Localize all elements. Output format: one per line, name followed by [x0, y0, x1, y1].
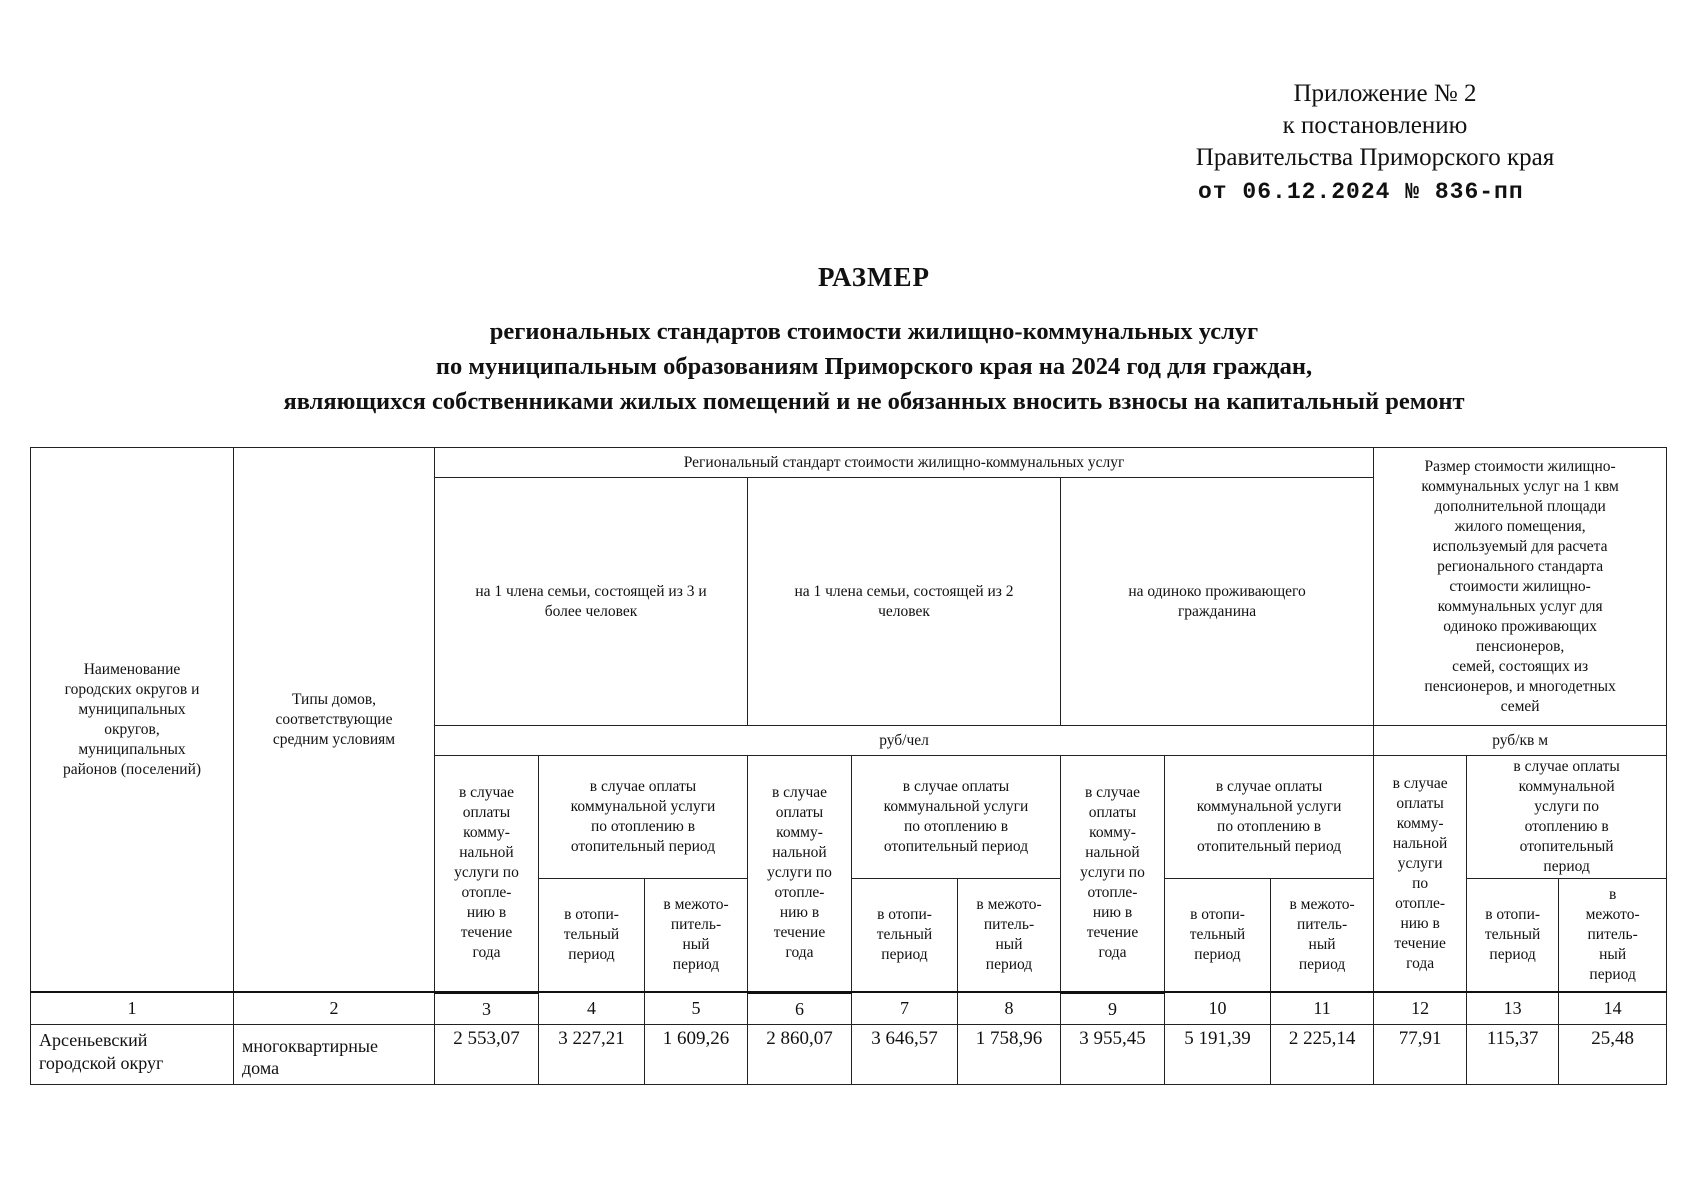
value-cell: 25,48 [1559, 1024, 1667, 1084]
column-number: 9 [1061, 992, 1165, 1024]
value-cell: 3 646,57 [852, 1024, 958, 1084]
subtitle-line-2: по муниципальным образованиям Приморского края на 2024 год для граждан, [435, 353, 1313, 380]
header-single-citizen: на одиноко проживающего гражданина [1061, 478, 1374, 726]
appendix-to-decree: к постановлению [1282, 112, 1468, 139]
appendix-government: Правительства Приморского края [1195, 144, 1555, 171]
column-number: 7 [852, 992, 958, 1024]
header-off-heating-period-single: в межото- питель- ный период [1271, 879, 1374, 993]
header-heating-period-extra: в отопи- тельный период [1467, 879, 1559, 993]
column-number: 1 [31, 992, 234, 1024]
column-number: 11 [1271, 992, 1374, 1024]
decree-number-stamp: от 06.12.2024 № 836-пп [1198, 179, 1524, 205]
header-family-2: на 1 члена семьи, состоящей из 2 человек [748, 478, 1061, 726]
header-off-heating-period-f3: в межото- питель- ный период [645, 879, 748, 993]
column-number: 2 [234, 992, 435, 1024]
header-off-heating-period-extra: в межото- питель- ный период [1559, 879, 1667, 993]
column-number: 12 [1374, 992, 1467, 1024]
value-cell: 3 955,45 [1061, 1024, 1165, 1084]
appendix-block [1160, 78, 1590, 208]
column-number: 13 [1467, 992, 1559, 1024]
header-off-heating-period-f2: в межото- питель- ный период [958, 879, 1061, 993]
subtitle-line-1: региональных стандартов стоимости жилищно-коммунальных услуг [489, 318, 1259, 345]
column-number: 4 [539, 992, 645, 1024]
column-number: 10 [1165, 992, 1271, 1024]
value-cell: 2 225,14 [1271, 1024, 1374, 1084]
value-cell: 2 553,07 [435, 1024, 539, 1084]
document-title: РАЗМЕР [817, 262, 931, 292]
header-regional-standard: Региональный стандарт стоимости жилищно-коммунальных услуг [435, 448, 1374, 478]
header-heating-period-f2: в отопи- тельный период [852, 879, 958, 993]
appendix-number: Приложение № 2 [1293, 80, 1477, 107]
header-family-3-plus: на 1 члена семьи, состоящей из 3 и более человек [435, 478, 748, 726]
table-row [31, 1024, 1667, 1084]
house-type-cell: многоквартирные дома [234, 1024, 435, 1084]
header-year-round-extra: в случае оплаты комму- нальной услуги по отопле- нию в течение года [1374, 756, 1467, 993]
subtitle-line-3: являющихся собственниками жилых помещений и не обязанных вносить взносы на капитальный ремонт [283, 388, 1465, 415]
header-unit-rub-per-sqm: руб/кв м [1374, 726, 1667, 756]
document-subtitle [0, 314, 1694, 419]
value-cell: 115,37 [1467, 1024, 1559, 1084]
header-heating-season-pay-single: в случае оплаты коммунальной услуги по отоплению в отопительный период [1165, 756, 1374, 879]
header-heating-season-pay-f3: в случае оплаты коммунальной услуги по отоплению в отопительный период [539, 756, 748, 879]
value-cell: 1 758,96 [958, 1024, 1061, 1084]
municipality-name-cell: Арсеньевский городской округ [31, 1024, 234, 1084]
header-unit-rub-per-person: руб/чел [435, 726, 1374, 756]
column-number: 5 [645, 992, 748, 1024]
value-cell: 1 609,26 [645, 1024, 748, 1084]
header-house-types: Типы домов, соответствующие средним условиям [234, 448, 435, 993]
header-heating-period-single: в отопи- тельный период [1165, 879, 1271, 993]
header-municipality-name: Наименование городских округов и муниципальных округов, муниципальных районов (поселений) [31, 448, 234, 993]
column-number: 8 [958, 992, 1061, 1024]
value-cell: 5 191,39 [1165, 1024, 1271, 1084]
header-heating-season-pay-extra: в случае оплаты коммунальной услуги по отоплению в отопительный период [1467, 756, 1667, 879]
column-numbers-row [31, 992, 1667, 1024]
column-number: 14 [1559, 992, 1667, 1024]
standards-table [30, 447, 1667, 1085]
header-heating-season-pay-f2: в случае оплаты коммунальной услуги по отоплению в отопительный период [852, 756, 1061, 879]
header-heating-period-f3: в отопи- тельный период [539, 879, 645, 993]
header-extra-area-cost: Размер стоимости жилищно- коммунальных услуг на 1 квм дополнительной площади жилого помещения, используемый для расчета регионального стандарта стоимости жилищно- коммунальных услуг для одиноко проживающих пенсионеров, семей, состоящих из пенсионеров, и многодетных семей [1374, 448, 1667, 726]
value-cell: 3 227,21 [539, 1024, 645, 1084]
header-year-round-single: в случае оплаты комму- нальной услуги по отопле- нию в течение года [1061, 756, 1165, 993]
header-year-round-f3: в случае оплаты комму- нальной услуги по отопле- нию в течение года [435, 756, 539, 993]
column-number: 3 [435, 992, 539, 1024]
value-cell: 77,91 [1374, 1024, 1467, 1084]
value-cell: 2 860,07 [748, 1024, 852, 1084]
column-number: 6 [748, 992, 852, 1024]
header-year-round-f2: в случае оплаты комму- нальной услуги по отопле- нию в течение года [748, 756, 852, 993]
